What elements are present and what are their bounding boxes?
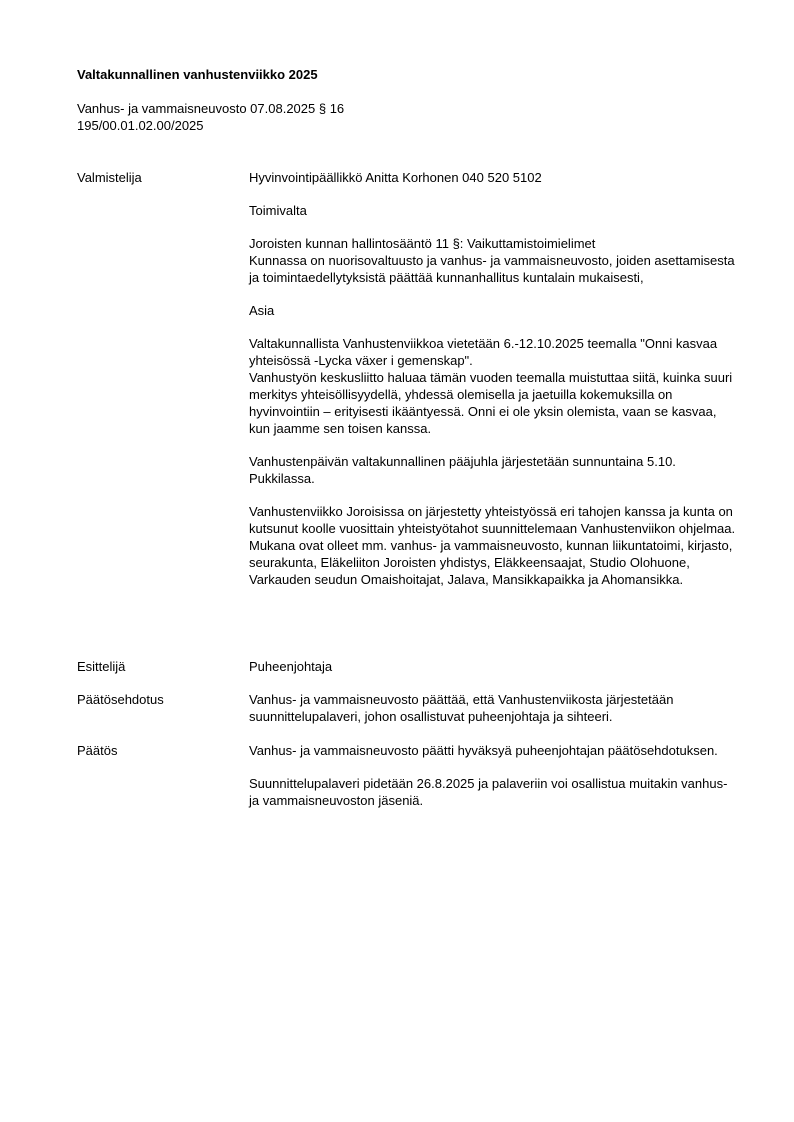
value-paatosehdotus: Vanhus- ja vammaisneuvosto päättää, että Vanhustenviikosta järjestetään suunnittelupalaveri, johon osallistuvat puheenjohtaja ja sihteeri. — [249, 692, 674, 724]
paatos-decision: Vanhus- ja vammaisneuvosto päätti hyväksyä puheenjohtajan päätösehdotuksen. — [249, 743, 718, 758]
document-title: Valtakunnallinen vanhustenviikko 2025 — [77, 67, 318, 82]
asia-theme: Valtakunnallista Vanhustenviikkoa vietetään 6.-12.10.2025 teemalla "Onni kasvaa yhteisössä -Lycka växer i gemenskap". — [249, 336, 718, 368]
asia-heading: Asia — [249, 303, 275, 318]
label-valmistelija: Valmistelija — [77, 170, 142, 185]
toimivalta-reference: Joroisten kunnan hallintosääntö 11 §: Vaikuttamistoimielimet — [249, 236, 596, 251]
label-paatosehdotus: Päätösehdotus — [77, 692, 164, 707]
toimivalta-paragraph — [249, 235, 741, 286]
content-valmistelija — [249, 169, 741, 588]
content-paatos — [249, 742, 741, 809]
meeting-info — [77, 100, 344, 134]
label-paatos: Päätös — [77, 743, 118, 758]
toimivalta-heading: Toimivalta — [249, 203, 307, 218]
value-esittelija: Puheenjohtaja — [249, 659, 333, 674]
paatos-followup: Suunnittelupalaveri pidetään 26.8.2025 ja palaveriin voi osallistua muitakin vanhus- ja vammaisneuvoston jäseniä. — [249, 776, 728, 808]
meeting-line: Vanhus- ja vammaisneuvosto 07.08.2025 § 16 — [77, 101, 345, 116]
asia-paragraph-1 — [249, 335, 741, 437]
label-esittelija: Esittelijä — [77, 659, 126, 674]
asia-theme-description: Vanhustyön keskusliitto haluaa tämän vuoden teemalla muistuttaa siitä, kuinka suuri merkitys yhteisöllisyydellä, yhdessä olemisella ja jaetuilla kokemuksilla on hyvinvointiin – erityisesti ikääntyessä. Onni ei ole yksin olemista, vaan se kasvaa, kun jaamme sen toisen kanssa. — [249, 370, 733, 436]
toimivalta-text: Kunnassa on nuorisovaltuusto ja vanhus- ja vammaisneuvosto, joiden asettamisesta ja toimintaedellytyksistä päättää kunnanhallitus kuntalain mukaisesti, — [249, 253, 735, 285]
record-number: 195/00.01.02.00/2025 — [77, 118, 204, 133]
preparer: Hyvinvointipäällikkö Anitta Korhonen 040 520 5102 — [249, 170, 542, 185]
asia-paragraph-2: Vanhustenpäivän valtakunnallinen pääjuhla järjestetään sunnuntaina 5.10. Pukkilassa. — [249, 454, 676, 486]
asia-paragraph-3: Vanhustenviikko Joroisissa on järjestetty yhteistyössä eri tahojen kanssa ja kunta on kutsunut koolle vuosittain yhteistyötahot suunnittelemaan Vanhustenviikon ohjelmaa. Mukana ovat olleet mm. vanhus- ja vammaisneuvosto, kunnan liikuntatoimi, kirjasto, seurakunta, Eläkeliiton Joroisten yhdistys, Eläkkeensaajat, Studio Olohuone, Varkauden seudun Omaishoitajat, Jalava, Mansikkapaikka ja Ahomansikka. — [249, 504, 736, 587]
